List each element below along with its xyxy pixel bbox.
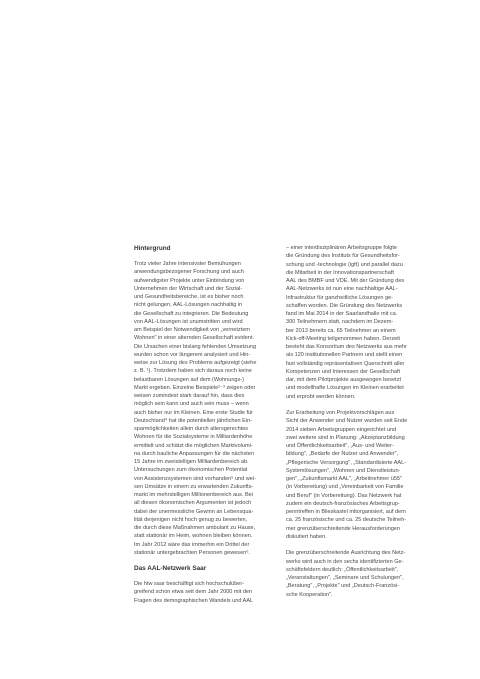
text-line: nicht gelungen, AAL-Lösungen nachhaltig in [134,302,243,309]
paragraph-geschaeftsfelder [286,549,430,599]
text-line: „Veranstaltungen", „Seminare und Schulungen", [286,575,404,581]
text-line: 300 Teilnehmern statt, nachdem im Dezem- [286,319,394,326]
text-line: sparmöglichkeiten allein durch altersgerechtes [134,426,249,432]
text-line: statt stationär im Heim, wohnen bleiben können. [134,533,253,540]
text-line: (in Vorbereitung) und „Vereinbarkeit von Familie [286,484,404,491]
text-line: dar, mit dem Pilotprojekte ausgewogen besetzt [286,377,402,383]
text-line: schung und -technologie (igft) und parallel dazu [286,261,403,268]
text-line: Markt ergeben. Einzelne Beispiele²⁻³ zeigen oder [134,384,256,391]
text-line: na durch bauliche Anpassungen für die nächsten [134,450,254,457]
text-line: sche Kooperation". [286,591,333,598]
text-line: bildung", „Bedarfe der Nutzer und Anwender", [286,451,399,458]
text-line: Zur Erarbeitung von Projektvorschlägen aus [286,410,395,416]
text-line: anwendungsbezogener Forschung und auch [134,269,244,276]
text-line: Untersuchungen zum ökonomischen Potential [134,467,248,474]
text-line: und Öffentlichkeitsarbeit", „Aus- und Weiter- [286,443,394,449]
text-line: Wohnen für die Sozialsysteme in Milliardenhöhe [134,434,253,441]
text-line: ca. 25 französische und ca. 25 deutsche Teilneh- [286,517,407,524]
text-line: die Mitarbeit in der Innovationspartnerschaft [286,269,394,276]
paragraph-gap [286,541,430,549]
text-line: Infrastruktur für ganzheitliche Lösungen ge- [286,294,393,301]
text-line: zudem ein deutsch-französisches Arbeitsgrup- [286,500,400,507]
text-line: auch bisher nur im Kleinen. Eine erste Studie für [134,409,254,416]
text-line: lität derjenigen nicht hoch genug zu bewerten, [134,516,248,523]
text-line: weise zur Lösung des Problems aufgezeigt (siehe [134,360,257,366]
text-line: – einer interdisziplinären Arbeitsgruppe folgte [286,245,398,251]
text-line: all diesen ökonomischen Argumenten ist jedoch [134,500,252,507]
text-line: belastbaren Lösungen auf dem (Wohnungs-) [134,376,244,383]
text-line: greifend schon etwa seit dem Jahr 2000 mit den [134,589,253,596]
paragraph-gap [286,401,430,409]
paragraph-hintergrund [134,260,276,557]
text-line: z. B. ¹). Trotzdem haben sich daraus noch keine [134,368,252,375]
text-line: diskutiert haben. [286,533,327,540]
text-line: Die Ursachen einer bislang fehlenden Umsetzung [134,343,257,350]
text-line: Kick-off-Meeting teilgenommen haben. Derzeit [286,335,400,342]
text-line: fand im Mai 2014 in der Saarlandhalle mit ca. [286,311,398,317]
text-line: AAL des BMBF und VDE. Mit der Gründung des [286,278,405,284]
text-line: „Pflegerische Versorgung", „Standardisierte AAL- [286,459,407,466]
paragraph-arbeitsgruppen [286,409,430,541]
text-line: Fragen des demographischen Wandels und AAL [134,597,254,604]
text-line: Sicht der Anwender und Nutzer wurden seit Ende [286,418,408,425]
text-line: stationär untergebrachten Personen gewesen⁶. [134,549,251,556]
text-line: die durch diese Maßnahmen ambulant zu Hause, [134,525,256,531]
text-line: von AAL-Lösungen ist unumstritten und wird [134,318,243,325]
text-line: Die grenzüberschreitende Ausrichtung des Netz- [286,550,406,557]
text-line: gen", „Zukunftsmarkt AAL", „Arbeitnehmer ü55" [286,476,402,482]
text-line: AAL-Netzwerks ist nun eine nachhaltige AAL- [286,286,398,293]
text-line: 2014 sieben Arbeitsgruppen eingerichtet und [286,426,397,433]
text-line: schäftsfeldern deutlich: „Öffentlichkeitsarbeit", [286,566,399,573]
text-line: ber 2013 bereits ca. 65 Teilnehmer an einem [286,327,396,334]
text-line: Trotz vieler Jahre intensivster Bemühungen [134,261,241,267]
text-line: und Gesundheitsbereiche, ist es bisher noch [134,294,244,300]
text-line: möglich sein kann und auch sein muss – wenn [134,401,249,408]
text-line: zwei weitere sind in Planung: „Akzeptanzbildung [286,434,405,441]
section-heading-hintergrund: Hintergrund [134,245,171,252]
text-line: 15 Jahre im zweistelligen Milliardenbereich ab. [134,459,249,465]
text-line: und erprobt werden können. [286,393,356,400]
paragraph-netzwerk-continued [286,244,430,401]
text-line: aufwendigster Projekte unter Einbindung von [134,277,245,284]
text-line: von Assistenzsystemen sind vorhanden⁵ und wei- [134,475,256,482]
text-line: Kompetenzen und Interessen der Gesellschaft [286,368,401,375]
text-line: Unternehmen der Wirtschaft und der Sozial- [134,285,243,292]
section-heading-netzwerk: Das AAL-Netzwerk Saar [134,565,207,572]
text-line: Im Jahr 2012 wäre das immerhin ein Drittel der [134,541,250,548]
text-line: Systemlösungen", „Wohnen und Dienstleistun- [286,467,401,474]
text-line: und Beruf" (in Vorbereitung). Das Netzwerk hat [286,492,402,499]
text-line: dabei der unermessliche Gewinn an Lebensqua- [134,508,254,515]
text-line: und modellhafte Lösungen im Kleinen erarbeitet [286,385,404,392]
text-line: am Beispiel der Notwendigkeit von „vernetztem [134,327,250,333]
text-line: Die htw saar beschäftigt sich hochschulüber- [134,581,245,587]
text-line: „Beratung", „Projekte" und „Deutsch-Französi- [286,583,400,590]
text-line: die Gesellschaft zu integrieren. Die Bedeutung [134,310,249,317]
text-line: Wohnen" in einer alternden Gesellschaft evident. [134,335,254,342]
text-line: die Gründung des Instituts für Gesundheitsfor- [286,253,400,260]
right-column [286,244,430,599]
text-line: werks wird auch in den sechs identifizierten Ge- [286,558,404,565]
text-line: Deutschland⁴ hat die potentiellen jährlichen Ein- [134,417,253,424]
left-column [134,244,276,605]
text-line: sen Umsätze in einem zu erwartenden Zukunfts- [134,483,254,490]
paragraph-netzwerk-intro [134,580,276,605]
text-line: weisen zumindest stark darauf hin, dass dies [134,393,245,399]
text-line: markt im mehrstelligen Millionenbereich aus. Bei [134,492,253,498]
text-line: penntreffen in Blieskastel mitorganisiert, auf dem [286,509,406,515]
text-line: als 120 institutionellen Partnern und stellt einen [286,352,403,359]
text-line: ermittelt und schätzt die möglichen Marktvolumi- [134,442,253,449]
text-line: besteht das Konsortium des Netzwerks aus mehr [286,344,407,350]
text-line: wurden schon vor längerem analysiert und Hin- [134,351,251,358]
text-line: schaffen worden. Die Gründung des Netzwerks [286,302,403,309]
text-line: fast vollständig repräsentativen Querschnitt aller [286,360,405,367]
text-line: mer grenzüberschreitende Herausforderungen [286,525,401,532]
